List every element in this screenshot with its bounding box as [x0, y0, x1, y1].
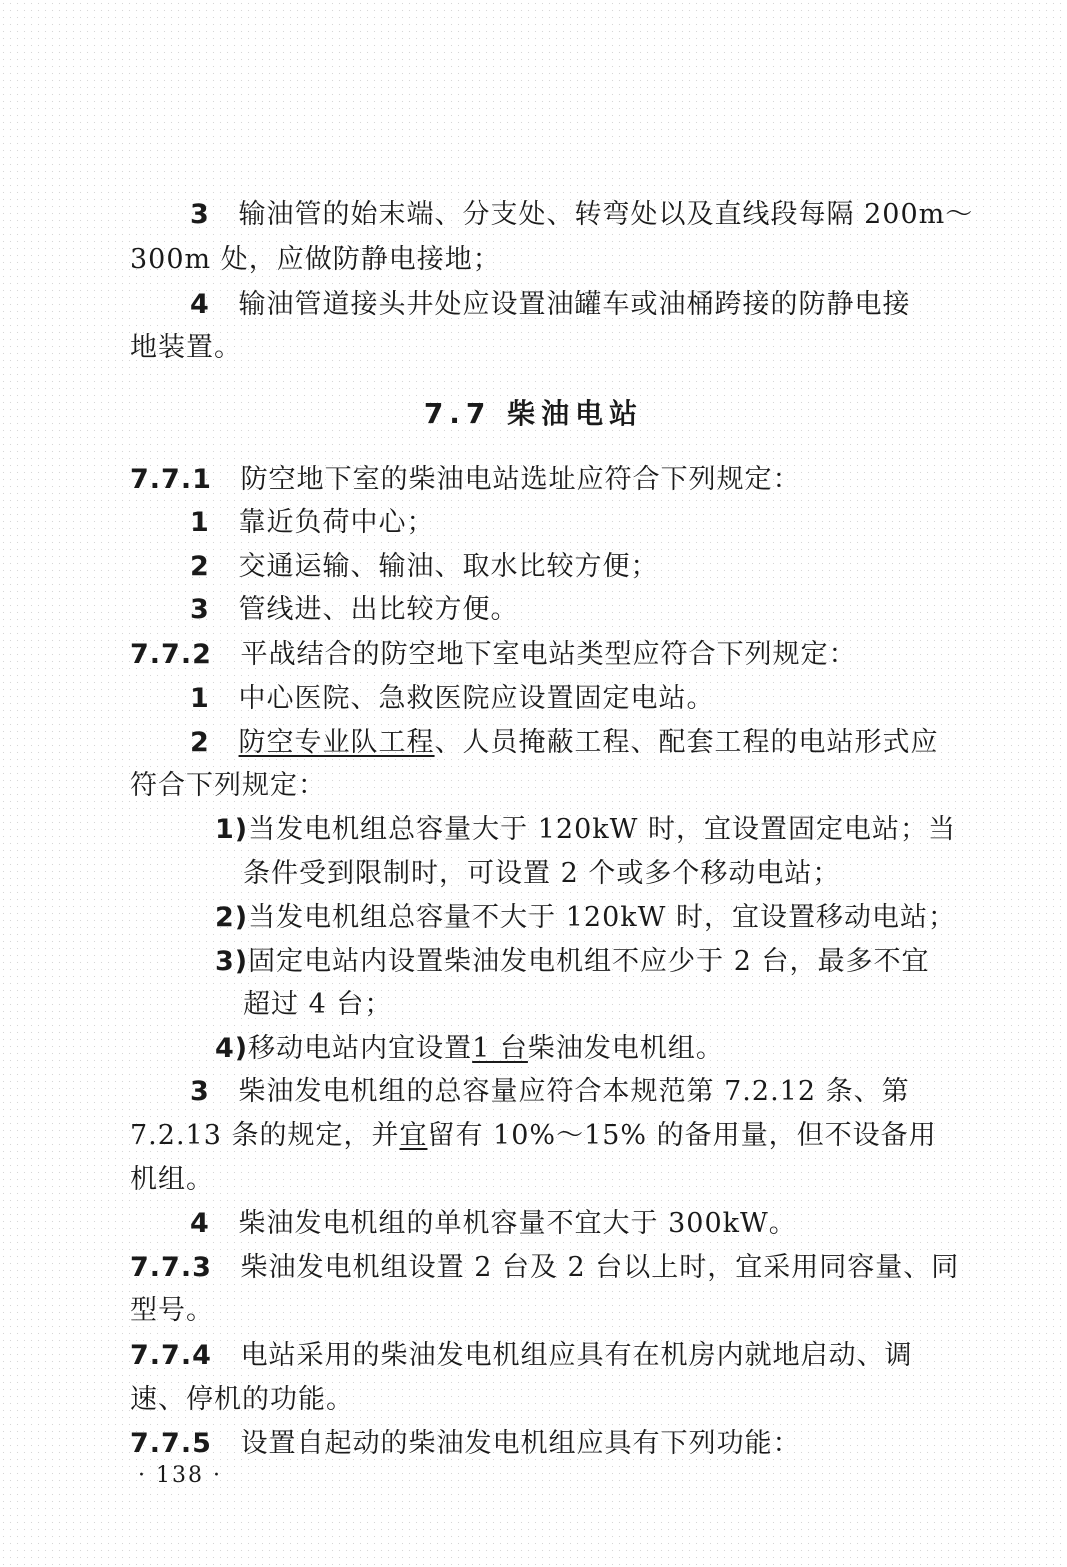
- article-7-7-4: [130, 1336, 913, 1376]
- sub-item-text: 超过 4 台；: [243, 989, 393, 1020]
- item-number: 3: [190, 1076, 210, 1107]
- sub-item-number: 1): [215, 814, 249, 845]
- article-number: 7.7.4: [130, 1340, 212, 1371]
- sub-item-text: 条件受到限制时，可设置 2 个或多个移动电站；: [243, 858, 841, 889]
- article-number: 7.7.2: [130, 639, 212, 670]
- article-number: 7.7.5: [130, 1428, 212, 1459]
- sub-item-text: 固定电站内设置柴油发电机组不应少于 2 台，最多不宜: [248, 946, 930, 977]
- article-continuation: [130, 1380, 354, 1420]
- item-text: 地装置。: [130, 332, 242, 363]
- item-number: 4: [190, 289, 210, 320]
- list-item: [190, 679, 715, 719]
- item-number: 2: [190, 727, 210, 758]
- list-item-continuation: [130, 1116, 937, 1156]
- item-4-continuation: [130, 328, 242, 368]
- item-text: 靠近负荷中心；: [238, 507, 435, 538]
- underlined-text: 1 台: [472, 1033, 528, 1064]
- item-number: 4: [190, 1208, 210, 1239]
- item-number: 1: [190, 507, 210, 538]
- article-text: 速、停机的功能。: [130, 1384, 354, 1415]
- item-4-line: [190, 285, 911, 325]
- article-text: 柴油发电机组设置 2 台及 2 台以上时，宜采用同容量、同: [240, 1252, 960, 1283]
- item-text: 中心医院、急救医院应设置固定电站。: [238, 683, 715, 714]
- item-number: 2: [190, 551, 210, 582]
- list-item: [190, 1204, 797, 1244]
- item-text: 机组。: [130, 1164, 214, 1195]
- item-3-continuation: [130, 240, 501, 280]
- sub-item-continuation: [243, 854, 840, 894]
- item-text: 留有 10%～15% 的备用量，但不设备用: [427, 1120, 937, 1151]
- article-text: 电站采用的柴油发电机组应具有在机房内就地启动、调: [240, 1340, 913, 1371]
- item-number: 3: [190, 594, 210, 625]
- article-continuation: [130, 1291, 214, 1331]
- underlined-text: 宜: [399, 1120, 428, 1151]
- list-item: [190, 723, 939, 763]
- item-text: 输油管道接头井处应设置油罐车或油桶跨接的防静电接: [238, 289, 911, 320]
- item-text: 管线进、出比较方便。: [238, 594, 519, 625]
- item-number: 1: [190, 683, 210, 714]
- sub-item-text: 当发电机组总容量大于 120kW 时，宜设置固定电站；当: [248, 814, 956, 845]
- article-number: 7.7.3: [130, 1252, 212, 1283]
- sub-item: [215, 898, 956, 938]
- article-number: 7.7.1: [130, 464, 212, 495]
- sub-item-number: 2): [215, 902, 249, 933]
- list-item: [190, 503, 435, 543]
- article-7-7-2: [130, 635, 857, 675]
- list-item-continuation: [130, 766, 326, 806]
- item-text: 柴油发电机组的总容量应符合本规范第 7.2.12 条、第: [238, 1076, 910, 1107]
- item-3-line: [190, 195, 973, 235]
- article-text: 设置自起动的柴油发电机组应具有下列功能：: [240, 1428, 801, 1459]
- item-text: 输油管的始末端、分支处、转弯处以及直线段每隔 200m～: [238, 199, 974, 230]
- item-text: 柴油发电机组的单机容量不宜大于 300kW。: [238, 1208, 797, 1239]
- item-text: 7.2.13 条的规定，并: [130, 1120, 400, 1151]
- sub-item: [215, 1029, 724, 1069]
- page-number: · 138 ·: [138, 1463, 222, 1488]
- article-7-7-5: [130, 1424, 801, 1464]
- item-text: 符合下列规定：: [130, 770, 326, 801]
- sub-item-text: 移动电站内宜设置: [248, 1033, 473, 1064]
- list-item-continuation: [130, 1160, 214, 1200]
- list-item: [190, 547, 659, 587]
- article-7-7-1: [130, 460, 801, 500]
- article-text: 防空地下室的柴油电站选址应符合下列规定：: [240, 464, 801, 495]
- item-text: 、人员掩蔽工程、配套工程的电站形式应: [434, 727, 939, 758]
- underlined-text: 防空专业队工程: [238, 727, 435, 758]
- sub-item-text: 柴油发电机组。: [527, 1033, 724, 1064]
- article-text: 平战结合的防空地下室电站类型应符合下列规定：: [240, 639, 857, 670]
- section-heading: 7.7 柴油电站: [423, 397, 644, 430]
- sub-item-text: 当发电机组总容量不大于 120kW 时，宜设置移动电站；: [248, 902, 956, 933]
- sub-item: [215, 810, 956, 850]
- article-text: 型号。: [130, 1295, 214, 1326]
- item-text: 300m 处，应做防静电接地；: [130, 244, 501, 275]
- list-item: [190, 590, 519, 630]
- sub-item-number: 3): [215, 946, 249, 977]
- item-number: 3: [190, 199, 210, 230]
- sub-item-number: 4): [215, 1033, 249, 1064]
- sub-item-continuation: [243, 985, 392, 1025]
- article-7-7-3: [130, 1248, 959, 1288]
- list-item: [190, 1072, 910, 1112]
- item-text: 交通运输、输油、取水比较方便；: [238, 551, 659, 582]
- sub-item: [215, 942, 929, 982]
